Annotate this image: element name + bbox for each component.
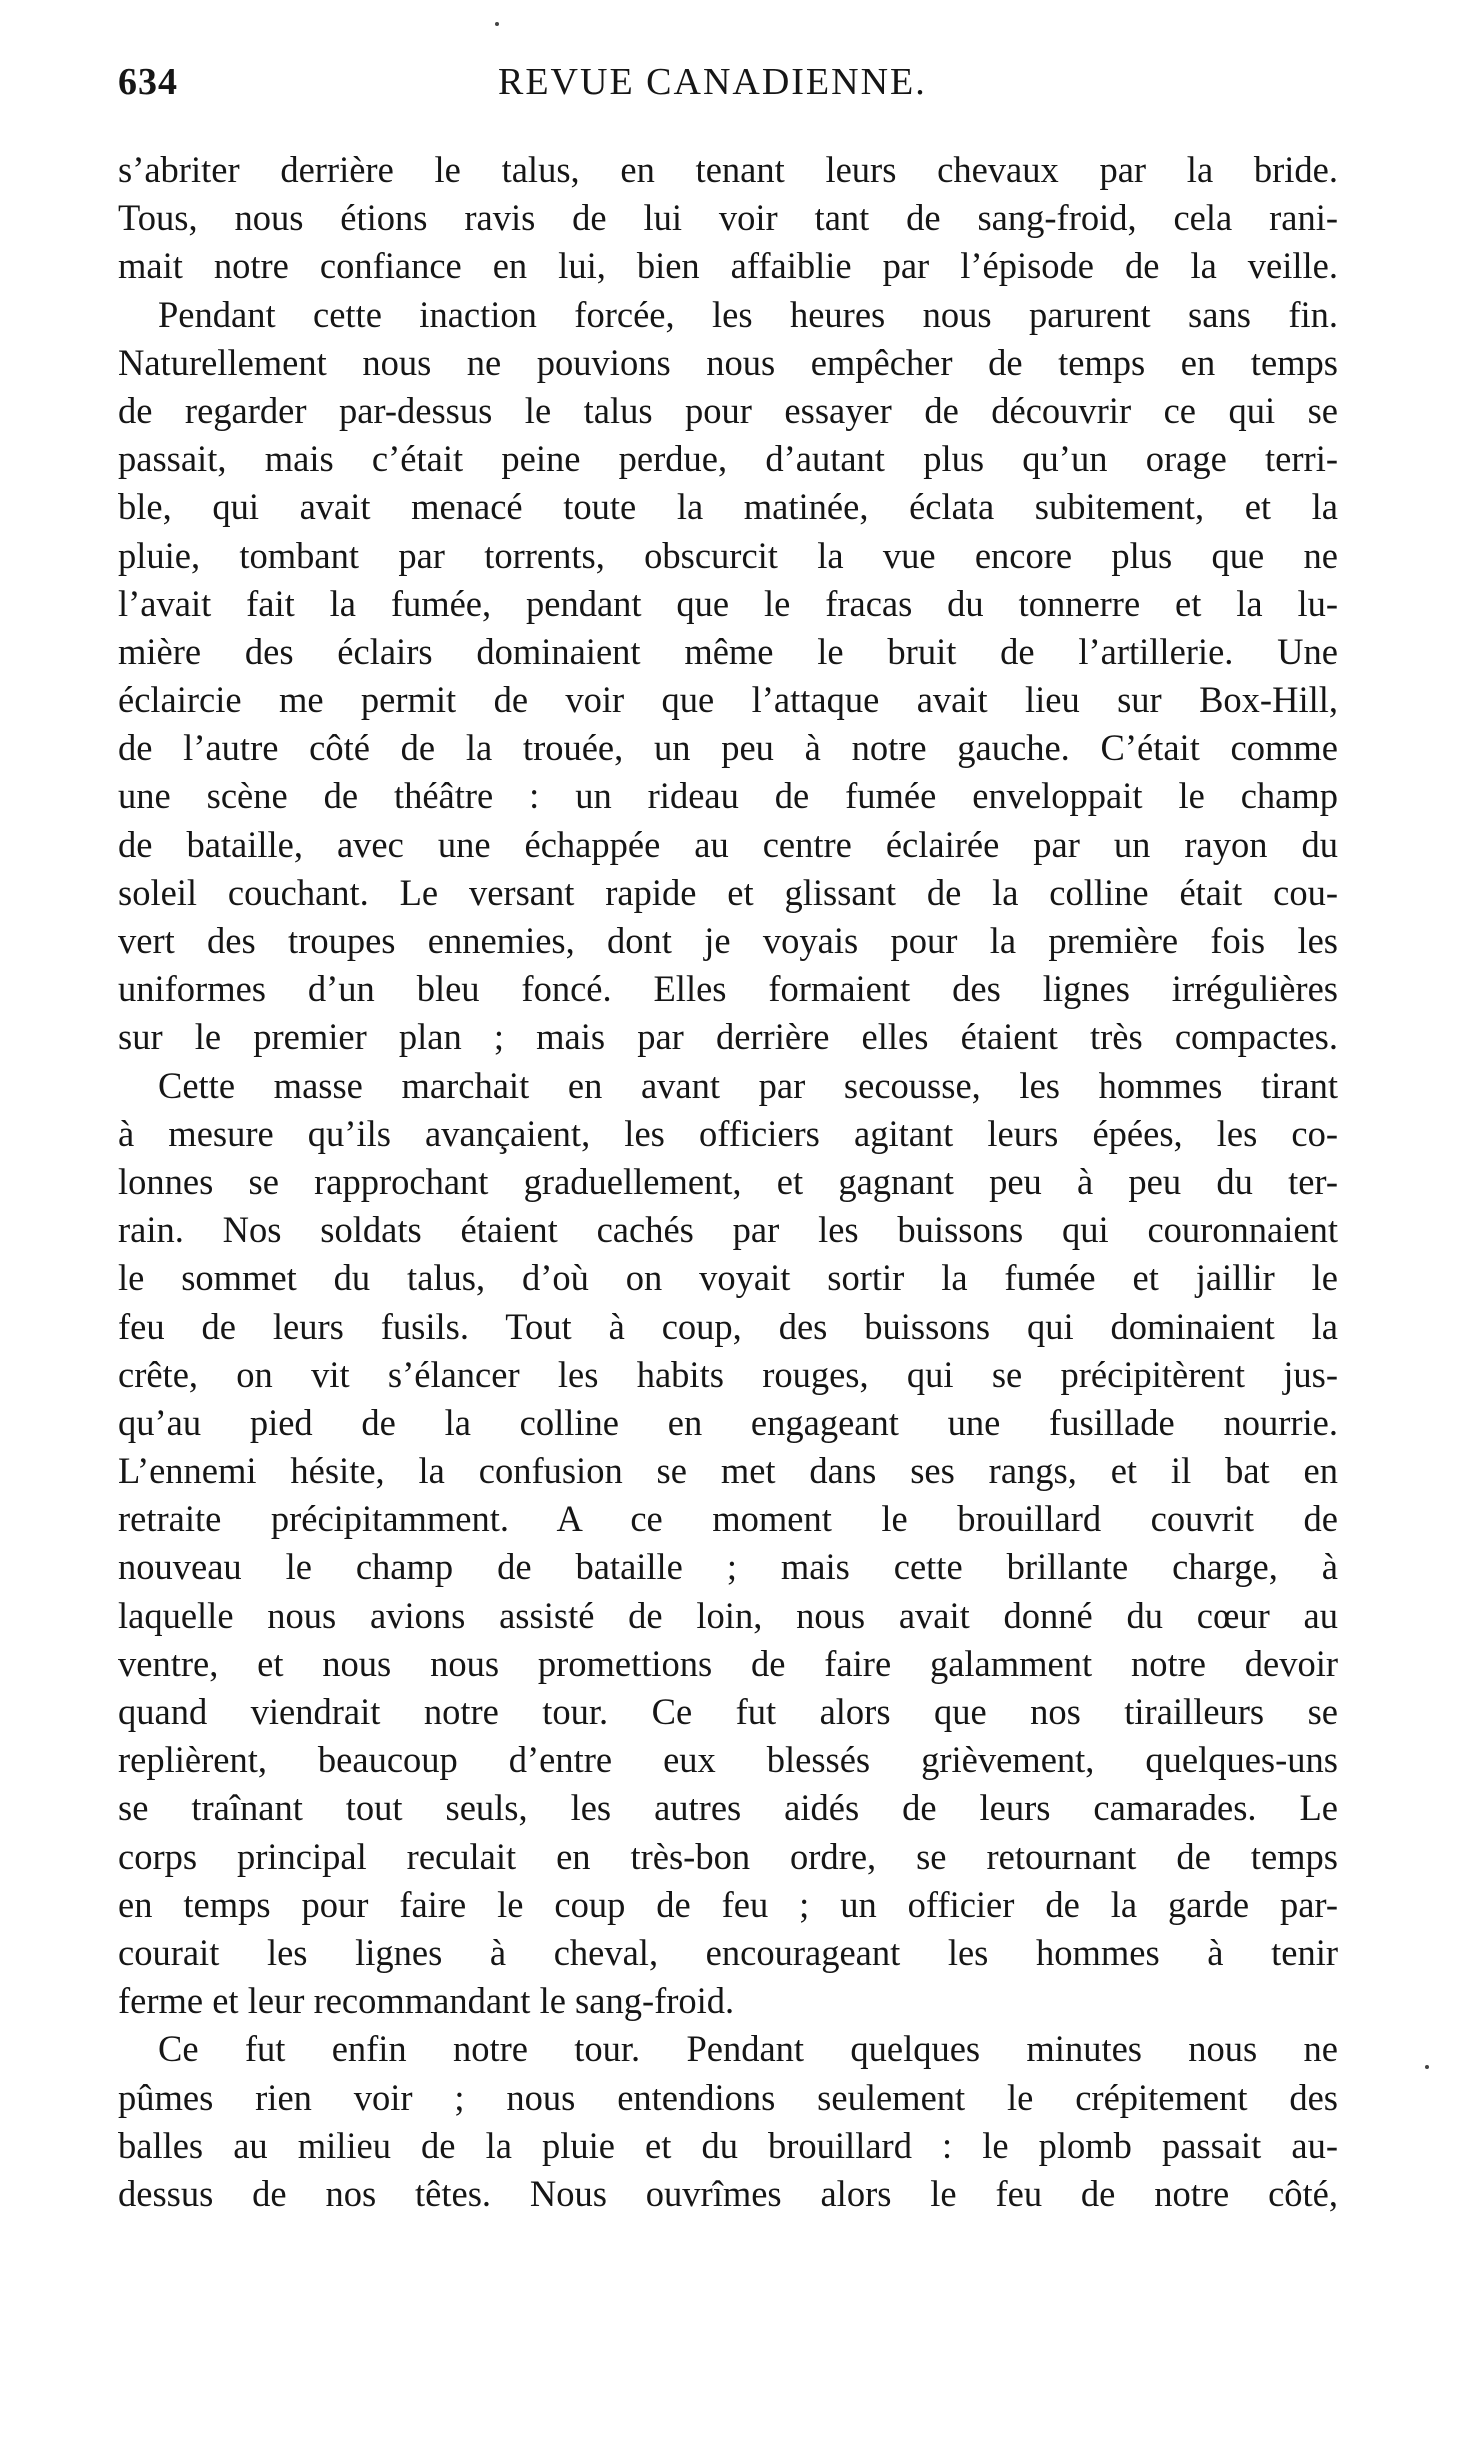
text-line: lonnes se rapprochant graduellement, et gagnant peu à peu du ter- (118, 1160, 1338, 1202)
text-line: Naturellement nous ne pouvions nous empêcher de temps en temps (118, 341, 1338, 383)
text-line: de regarder par-dessus le talus pour essayer de découvrir ce qui se (118, 389, 1338, 431)
text-line: uniformes d’un bleu foncé. Elles formaient des lignes irrégulières (118, 968, 1338, 1010)
text-line: mait notre confiance en lui, bien affaiblie par l’épisode de la veille. (118, 245, 1338, 287)
text-line: éclaircie me permit de voir que l’attaque avait lieu sur Box-Hill, (118, 679, 1338, 721)
text-line: retraite précipitamment. A ce moment le brouillard couvrit de (118, 1498, 1338, 1540)
text-line: rain. Nos soldats étaient cachés par les buissons qui couronnaient (118, 1209, 1338, 1251)
paper-speck (1425, 2065, 1429, 2069)
text-line: soleil couchant. Le versant rapide et glissant de la colline était cou- (118, 871, 1338, 913)
text-line: se traînant tout seuls, les autres aidés de leurs camarades. Le (118, 1787, 1338, 1829)
text-line: le sommet du talus, d’où on voyait sortir la fumée et jaillir le (118, 1257, 1338, 1299)
text-line: Ce fut enfin notre tour. Pendant quelques minutes nous ne (158, 2028, 1338, 2070)
text-line: ble, qui avait menacé toute la matinée, éclata subitement, et la (118, 486, 1338, 528)
text-line: mière des éclairs dominaient même le bruit de l’artillerie. Une (118, 630, 1338, 672)
running-head: REVUE CANADIENNE. (498, 61, 927, 103)
text-line: courait les lignes à cheval, encourageant les hommes à tenir (118, 1931, 1338, 1973)
text-line: dessus de nos têtes. Nous ouvrîmes alors le feu de notre côté, (118, 2172, 1338, 2214)
text-line: Cette masse marchait en avant par secousse, les hommes tirant (158, 1064, 1338, 1106)
text-line: nouveau le champ de bataille ; mais cette brillante charge, à (118, 1546, 1338, 1588)
text-line: ventre, et nous nous promettions de faire galamment notre devoir (118, 1642, 1338, 1684)
body-text (118, 146, 1338, 2218)
text-line: Tous, nous étions ravis de lui voir tant de sang-froid, cela rani- (118, 197, 1338, 239)
text-line: L’ennemi hésite, la confusion se met dans ses rangs, et il bat en (118, 1450, 1338, 1492)
text-line: balles au milieu de la pluie et du brouillard : le plomb passait au- (118, 2124, 1338, 2166)
text-line: laquelle nous avions assisté de loin, nous avait donné du cœur au (118, 1594, 1338, 1636)
text-line: passait, mais c’était peine perdue, d’autant plus qu’un orage terri- (118, 438, 1338, 480)
page-header (118, 60, 1338, 120)
text-line: corps principal reculait en très-bon ordre, se retournant de temps (118, 1835, 1338, 1877)
text-line: vert des troupes ennemies, dont je voyais pour la première fois les (118, 920, 1338, 961)
text-line: pûmes rien voir ; nous entendions seulement le crépitement des (118, 2076, 1338, 2118)
text-line: quand viendrait notre tour. Ce fut alors que nos tirailleurs se (118, 1691, 1338, 1732)
text-line: qu’au pied de la colline en engageant une fusillade nourrie. (118, 1401, 1338, 1443)
text-line: Pendant cette inaction forcée, les heures nous parurent sans fin. (158, 293, 1338, 335)
text-line: sur le premier plan ; mais par derrière elles étaient très compactes. (118, 1016, 1338, 1058)
text-line: crête, on vit s’élancer les habits rouges, qui se précipitèrent jus- (118, 1353, 1338, 1395)
paper-speck (495, 22, 499, 26)
text-line: de bataille, avec une échappée au centre éclairée par un rayon du (118, 823, 1338, 865)
text-line: l’avait fait la fumée, pendant que le fracas du tonnerre et la lu- (118, 582, 1338, 624)
text-line: de l’autre côté de la trouée, un peu à notre gauche. C’était comme (118, 727, 1338, 769)
text-line: pluie, tombant par torrents, obscurcit la vue encore plus que ne (118, 534, 1338, 576)
text-line: replièrent, beaucoup d’entre eux blessés grièvement, quelques-uns (118, 1739, 1338, 1781)
page-number: 634 (118, 61, 178, 103)
text-line: une scène de théâtre : un rideau de fumée enveloppait le champ (118, 775, 1338, 817)
text-line: s’abriter derrière le talus, en tenant leurs chevaux par la bride. (118, 149, 1338, 190)
text-line: en temps pour faire le coup de feu ; un officier de la garde par- (118, 1883, 1338, 1925)
text-line: feu de leurs fusils. Tout à coup, des buissons qui dominaient la (118, 1305, 1338, 1347)
text-line: ferme et leur recommandant le sang-froid. (118, 1980, 735, 2022)
text-line: à mesure qu’ils avançaient, les officiers agitant leurs épées, les co- (118, 1112, 1338, 1154)
